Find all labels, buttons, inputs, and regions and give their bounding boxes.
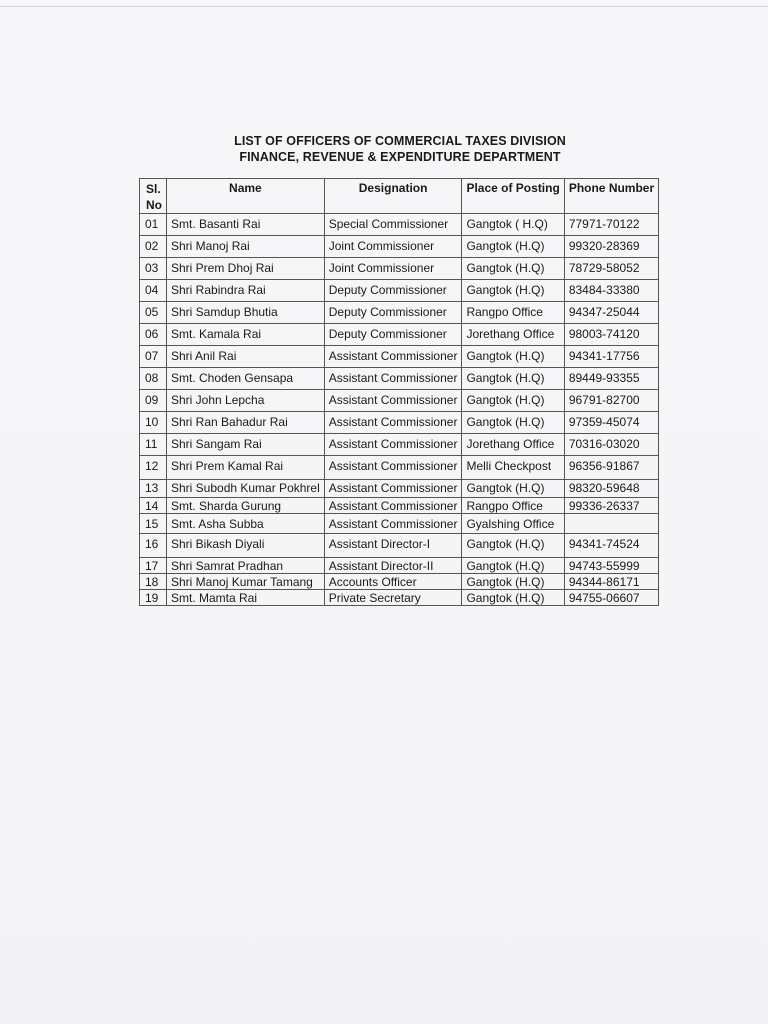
cell-phone-number: 98320-59648	[564, 480, 658, 498]
cell-sl-no: 08	[140, 368, 167, 390]
cell-designation: Joint Commissioner	[324, 258, 462, 280]
cell-sl-no: 03	[140, 258, 167, 280]
cell-name: Smt. Choden Gensapa	[167, 368, 325, 390]
cell-designation: Assistant Commissioner	[324, 498, 462, 514]
cell-sl-no: 15	[140, 514, 167, 534]
cell-designation: Assistant Commissioner	[324, 514, 462, 534]
cell-name: Smt. Basanti Rai	[167, 214, 325, 236]
cell-name: Shri Prem Kamal Rai	[167, 456, 325, 480]
cell-sl-no: 10	[140, 412, 167, 434]
table-row	[140, 498, 659, 514]
cell-sl-no: 12	[140, 456, 167, 480]
cell-name: Shri Sangam Rai	[167, 434, 325, 456]
cell-name: Shri Subodh Kumar Pokhrel	[167, 480, 325, 498]
table-row	[140, 280, 659, 302]
cell-place-of-posting: Melli Checkpost	[462, 456, 564, 480]
title-line-1: LIST OF OFFICERS OF COMMERCIAL TAXES DIVISION	[234, 134, 566, 148]
cell-phone-number: 99320-28369	[564, 236, 658, 258]
cell-sl-no: 02	[140, 236, 167, 258]
cell-name: Smt. Asha Subba	[167, 514, 325, 534]
cell-sl-no: 06	[140, 324, 167, 346]
cell-designation: Assistant Commissioner	[324, 390, 462, 412]
title-line-2: FINANCE, REVENUE & EXPENDITURE DEPARTMENT	[239, 150, 561, 164]
table-row	[140, 346, 659, 368]
cell-sl-no: 18	[140, 574, 167, 590]
cell-designation: Assistant Director-I	[324, 534, 462, 558]
table-row	[140, 324, 659, 346]
table-row	[140, 514, 659, 534]
cell-designation: Joint Commissioner	[324, 236, 462, 258]
table-row	[140, 574, 659, 590]
cell-place-of-posting: Gangtok (H.Q)	[462, 534, 564, 558]
cell-designation: Accounts Officer	[324, 574, 462, 590]
cell-phone-number: 99336-26337	[564, 498, 658, 514]
cell-name: Shri Ran Bahadur Rai	[167, 412, 325, 434]
cell-designation: Assistant Commissioner	[324, 412, 462, 434]
table-row	[140, 258, 659, 280]
header-name: Name	[167, 179, 325, 214]
cell-place-of-posting: Gangtok (H.Q)	[462, 258, 564, 280]
cell-name: Shri Samdup Bhutia	[167, 302, 325, 324]
table-row	[140, 534, 659, 558]
table-row	[140, 558, 659, 574]
cell-place-of-posting: Rangpo Office	[462, 302, 564, 324]
cell-phone-number: 77971-70122	[564, 214, 658, 236]
table-row	[140, 412, 659, 434]
document-title	[0, 133, 768, 165]
table-row	[140, 390, 659, 412]
cell-place-of-posting: Gangtok (H.Q)	[462, 236, 564, 258]
header-phone-number: Phone Number	[564, 179, 658, 214]
cell-phone-number: 94341-17756	[564, 346, 658, 368]
cell-place-of-posting: Gyalshing Office	[462, 514, 564, 534]
cell-sl-no: 11	[140, 434, 167, 456]
table-row	[140, 214, 659, 236]
cell-designation: Assistant Commissioner	[324, 434, 462, 456]
table-row	[140, 302, 659, 324]
cell-name: Shri John Lepcha	[167, 390, 325, 412]
table-row	[140, 368, 659, 390]
cell-designation: Assistant Commissioner	[324, 346, 462, 368]
cell-phone-number: 89449-93355	[564, 368, 658, 390]
scan-edge-line	[0, 6, 768, 7]
cell-name: Shri Rabindra Rai	[167, 280, 325, 302]
cell-phone-number	[564, 514, 658, 534]
header-designation: Designation	[324, 179, 462, 214]
cell-phone-number: 94341-74524	[564, 534, 658, 558]
header-sl-no	[140, 179, 167, 214]
cell-designation: Private Secretary	[324, 590, 462, 606]
cell-place-of-posting: Gangtok (H.Q)	[462, 480, 564, 498]
cell-phone-number: 97359-45074	[564, 412, 658, 434]
cell-name: Shri Samrat Pradhan	[167, 558, 325, 574]
cell-sl-no: 13	[140, 480, 167, 498]
cell-phone-number: 96356-91867	[564, 456, 658, 480]
cell-sl-no: 05	[140, 302, 167, 324]
cell-place-of-posting: Gangtok (H.Q)	[462, 346, 564, 368]
cell-phone-number: 94347-25044	[564, 302, 658, 324]
table-header-row	[140, 179, 659, 214]
table-row	[140, 590, 659, 606]
cell-name: Shri Manoj Rai	[167, 236, 325, 258]
cell-name: Smt. Mamta Rai	[167, 590, 325, 606]
officers-table	[139, 178, 659, 606]
cell-place-of-posting: Gangtok (H.Q)	[462, 368, 564, 390]
cell-phone-number: 98003-74120	[564, 324, 658, 346]
cell-name: Smt. Kamala Rai	[167, 324, 325, 346]
cell-sl-no: 14	[140, 498, 167, 514]
cell-phone-number: 94344-86171	[564, 574, 658, 590]
cell-name: Shri Manoj Kumar Tamang	[167, 574, 325, 590]
cell-sl-no: 19	[140, 590, 167, 606]
cell-place-of-posting: Jorethang Office	[462, 324, 564, 346]
cell-place-of-posting: Gangtok (H.Q)	[462, 574, 564, 590]
header-sl-line1: Sl.	[146, 182, 161, 196]
table-row	[140, 480, 659, 498]
cell-sl-no: 17	[140, 558, 167, 574]
cell-phone-number: 78729-58052	[564, 258, 658, 280]
cell-designation: Assistant Commissioner	[324, 368, 462, 390]
cell-designation: Deputy Commissioner	[324, 302, 462, 324]
cell-designation: Deputy Commissioner	[324, 324, 462, 346]
cell-sl-no: 07	[140, 346, 167, 368]
cell-phone-number: 70316-03020	[564, 434, 658, 456]
table-row	[140, 434, 659, 456]
cell-place-of-posting: Gangtok (H.Q)	[462, 390, 564, 412]
cell-sl-no: 01	[140, 214, 167, 236]
cell-place-of-posting: Gangtok (H.Q)	[462, 412, 564, 434]
cell-sl-no: 04	[140, 280, 167, 302]
cell-phone-number: 83484-33380	[564, 280, 658, 302]
cell-phone-number: 94743-55999	[564, 558, 658, 574]
cell-name: Shri Anil Rai	[167, 346, 325, 368]
cell-place-of-posting: Gangtok (H.Q)	[462, 558, 564, 574]
cell-phone-number: 94755-06607	[564, 590, 658, 606]
cell-designation: Assistant Commissioner	[324, 480, 462, 498]
cell-place-of-posting: Jorethang Office	[462, 434, 564, 456]
cell-designation: Assistant Commissioner	[324, 456, 462, 480]
cell-designation: Special Commissioner	[324, 214, 462, 236]
cell-phone-number: 96791-82700	[564, 390, 658, 412]
cell-designation: Assistant Director-II	[324, 558, 462, 574]
cell-designation: Deputy Commissioner	[324, 280, 462, 302]
cell-name: Shri Bikash Diyali	[167, 534, 325, 558]
cell-place-of-posting: Rangpo Office	[462, 498, 564, 514]
cell-sl-no: 16	[140, 534, 167, 558]
cell-name: Smt. Sharda Gurung	[167, 498, 325, 514]
cell-name: Shri Prem Dhoj Rai	[167, 258, 325, 280]
header-sl-line2: No	[146, 198, 162, 212]
table-row	[140, 456, 659, 480]
table-row	[140, 236, 659, 258]
cell-place-of-posting: Gangtok ( H.Q)	[462, 214, 564, 236]
cell-sl-no: 09	[140, 390, 167, 412]
cell-place-of-posting: Gangtok (H.Q)	[462, 590, 564, 606]
officers-table-body	[140, 214, 659, 606]
header-place-of-posting: Place of Posting	[462, 179, 564, 214]
cell-place-of-posting: Gangtok (H.Q)	[462, 280, 564, 302]
